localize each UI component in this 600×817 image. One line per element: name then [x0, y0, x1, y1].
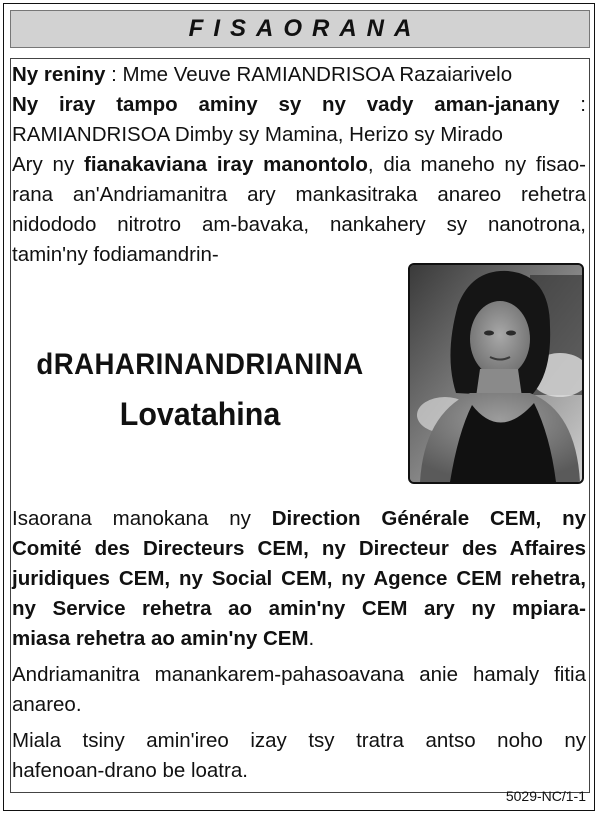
thanks-line-2-text: Comité des Directeurs CEM, ny Directeur des Affaires — [12, 537, 586, 560]
siblings-colon: : — [559, 93, 586, 116]
special-thanks-pre: Isaorana manokana ny — [12, 507, 272, 530]
blessing-line: Andriamanitra manankarem-pahasoavana anie hamaly fitia — [12, 663, 586, 686]
siblings-label: Ny iray tampo aminy sy ny vady aman-janany — [12, 93, 560, 116]
thanks-line-3-text: juridiques CEM, ny Social CEM, ny Agence CEM rehetra, — [12, 567, 586, 590]
siblings-line — [12, 92, 586, 118]
passing-line: tamin'ny fodiamandrin- — [12, 243, 219, 266]
thanks-line-5-text: miasa rehetra ao amin'ny CEM — [12, 627, 309, 650]
mother-line — [12, 62, 586, 88]
thanks-line-5-post: . — [308, 627, 315, 650]
reference-code: 5029-NC/1-1 — [505, 788, 586, 804]
siblings-names: RAMIANDRISOA Dimby sy Mamina, Herizo sy Mirado — [12, 123, 503, 146]
portrait-image — [410, 265, 582, 482]
thanks-god-line: rana an'Andriamanitra ary mankasitraka anareo rehetra — [12, 183, 586, 206]
mother-label: Ny reniny — [12, 63, 106, 86]
mother-name: : Mme Veuve RAMIANDRISOA Razaiarivelo — [105, 63, 513, 86]
special-thanks-line — [12, 506, 586, 532]
support-line: nidododo nitrotro am-bavaka, nankahery sy nanotrona, — [12, 213, 586, 236]
family-bold: fianakaviana iray manontolo — [84, 153, 368, 176]
thanks-line-2 — [12, 536, 586, 562]
notice-header — [10, 10, 590, 48]
thanks-line-4 — [12, 596, 586, 622]
special-thanks-bold: Direction Générale CEM, ny — [271, 507, 587, 530]
family-line — [12, 152, 586, 178]
thanks-line-3 — [12, 566, 586, 592]
family-post: , dia maneho ny fisao- — [367, 153, 587, 176]
notice-title: FISAORANA — [188, 15, 422, 42]
deceased-given-name: Lovatahina — [119, 396, 281, 432]
deceased-photo — [408, 263, 584, 484]
family-pre: Ary ny — [12, 153, 84, 176]
blessing-line-2: anareo. — [12, 693, 82, 716]
apology-line: Miala tsiny amin'ireo izay tsy tratra antso noho ny — [12, 729, 586, 752]
deceased-surname: dRAHARINANDRIANINA — [36, 348, 364, 381]
thanks-line-5 — [12, 626, 586, 652]
thanks-line-4-text: ny Service rehetra ao amin'ny CEM ary ny mpiara- — [12, 597, 586, 620]
apology-line-2: hafenoan-drano be loatra. — [12, 759, 248, 782]
